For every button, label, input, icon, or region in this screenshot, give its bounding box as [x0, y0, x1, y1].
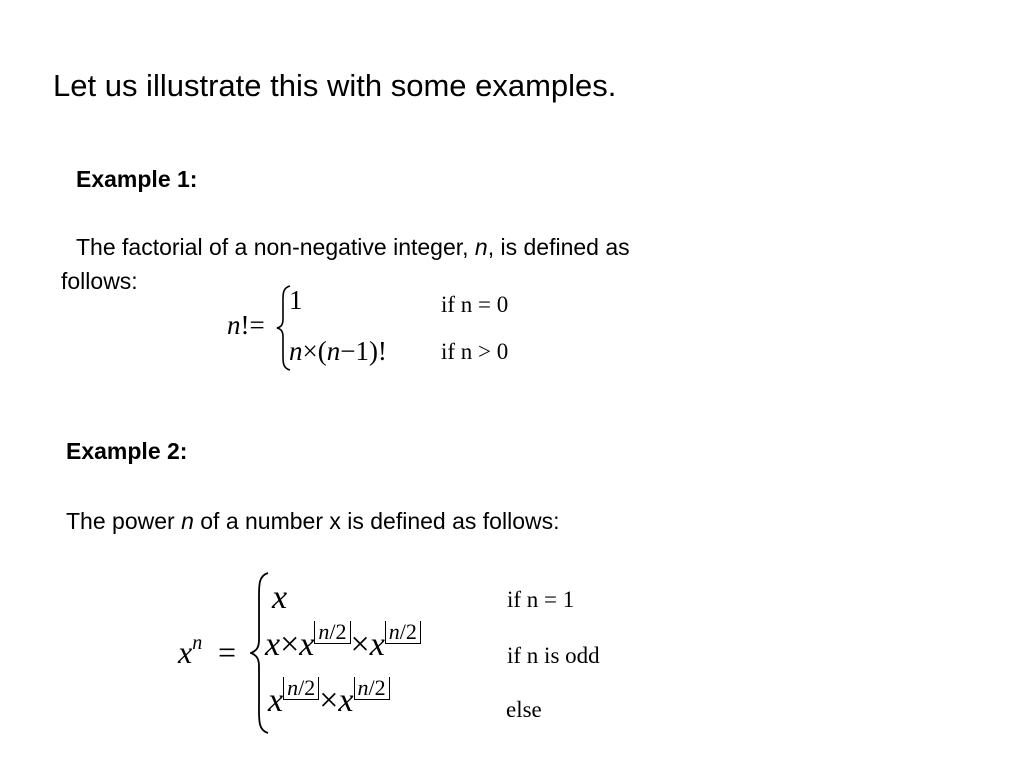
- power-case1-cond: if n = 1: [507, 587, 575, 612]
- power-case3-floor: [283, 677, 319, 700]
- factorial-case2-n2: n: [326, 336, 341, 366]
- power-case2-cond: if n is odd: [507, 643, 600, 668]
- intro-text: Let us illustrate this with some examples.: [53, 68, 617, 103]
- power-lhs: [178, 634, 202, 671]
- power-case3-x2: x: [338, 682, 354, 719]
- factorial-case1-expr: 1: [289, 285, 303, 315]
- power-case3-floor2: [354, 677, 390, 700]
- example2-title: Example 2:: [66, 438, 188, 464]
- power-case2-times: ×: [280, 626, 300, 663]
- example1-text-before: The factorial of a non-negative integer,: [76, 234, 475, 260]
- power-case3-x1: x: [268, 682, 284, 719]
- factorial-lhs-var: n: [227, 310, 241, 340]
- power-case3-times: ×: [319, 682, 339, 719]
- factorial-lhs: [227, 310, 265, 341]
- factorial-case2-expr: [289, 336, 387, 367]
- power-case2-exp2-rest: /2: [399, 619, 417, 644]
- factorial-case2-cond: if n > 0: [441, 339, 509, 364]
- power-case2-floor2: [385, 621, 421, 644]
- example2-var: n: [181, 508, 194, 534]
- example1-description-line1: [76, 230, 630, 264]
- power-lhs-base: x: [178, 634, 193, 670]
- power-eq: =: [218, 634, 237, 670]
- power-case2-x2: x: [299, 626, 315, 663]
- power-lhs-exp: n: [192, 632, 203, 654]
- example1-var: n: [474, 234, 488, 260]
- power-case2-exp-rest: /2: [329, 619, 347, 644]
- factorial-case2-n: n: [289, 336, 303, 366]
- power-case3-exp2: [354, 675, 390, 700]
- power-case3-exp2-rest: /2: [368, 675, 386, 700]
- power-case2-times2: ×: [350, 626, 370, 663]
- power-case2-x3: x: [369, 626, 385, 663]
- power-case3-exp-n: n: [287, 675, 299, 700]
- power-case2-exp-n: n: [318, 619, 330, 644]
- factorial-case2-rest1: ×(: [302, 336, 327, 366]
- example2-description: [66, 504, 560, 538]
- factorial-case1-cond: if n = 0: [441, 292, 509, 317]
- power-case2-x1: x: [265, 626, 281, 663]
- power-case2-floor: [314, 621, 350, 644]
- power-case2-exp2-n: n: [388, 619, 400, 644]
- example1-text-after: , is defined as: [487, 234, 630, 260]
- factorial-case2-rest2: −1)!: [340, 336, 387, 366]
- power-case3-exp2-n: n: [357, 675, 369, 700]
- example1-title: Example 1:: [76, 166, 198, 192]
- power-case2-expr: [265, 619, 421, 664]
- power-case3-cond: else: [506, 697, 542, 722]
- power-case2-exp2: [385, 619, 421, 644]
- power-case3-expr: [268, 675, 390, 720]
- power-case1-expr: x: [272, 579, 288, 616]
- factorial-lhs-op: !=: [240, 310, 265, 340]
- power-case2-exp: [314, 619, 350, 644]
- power-case3-exp-rest: /2: [298, 675, 316, 700]
- example2-text-after: of a number x is defined as follows:: [193, 508, 560, 534]
- example2-text-before: The power: [66, 508, 182, 534]
- example1-description-line2: follows:: [61, 268, 138, 294]
- power-case3-exp: [283, 675, 319, 700]
